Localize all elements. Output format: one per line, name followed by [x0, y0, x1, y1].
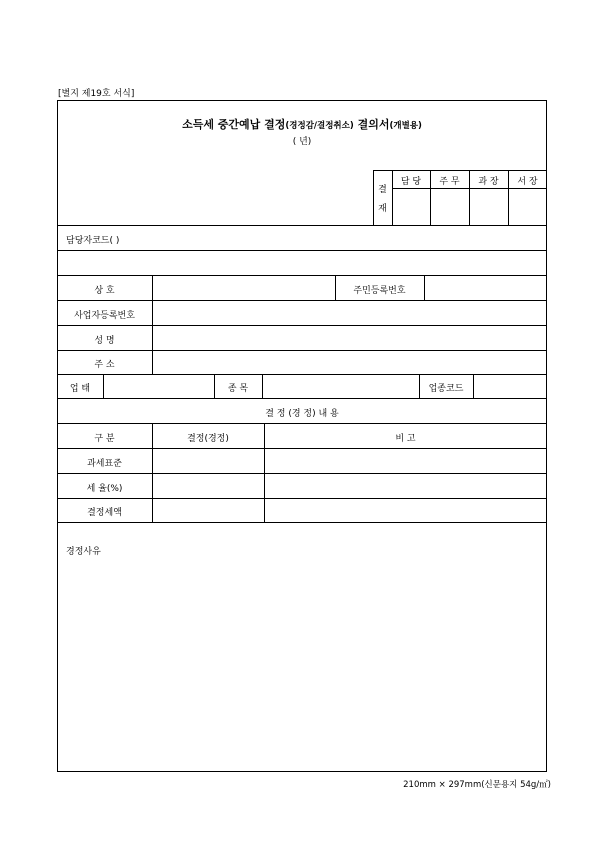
approval-left-line [373, 170, 374, 225]
rule-bizno-bottom [57, 325, 547, 326]
correction-reason-label: 경정사유 [66, 547, 101, 557]
rule-business-bottom [57, 398, 547, 399]
title-main: 소득세 중간예납 결정 [182, 118, 286, 131]
item-label: 종 목 [227, 384, 249, 394]
table-head-category: 구 분 [94, 434, 115, 444]
industry-code-label: 업종코드 [428, 384, 464, 394]
resident-no-label: 주민등록번호 [353, 286, 406, 296]
vline-item-label [262, 374, 263, 398]
rule-name-bottom [57, 350, 547, 351]
approval-label-top: 결 [378, 185, 387, 195]
address-label: 주 소 [94, 360, 115, 370]
section-title: 결 정 (경 정) 내 용 [265, 409, 339, 419]
approval-label-bottom: 재 [378, 204, 387, 214]
row-tax-rate: 세 율(%) [86, 484, 123, 494]
approval-role-chief: 주 무 [439, 177, 460, 187]
officer-code-label: 담당자코드( ) [66, 236, 120, 246]
rule-tablehead-bottom [57, 448, 547, 449]
approval-role-manager: 과 장 [478, 177, 499, 187]
vline-industry-label [473, 374, 474, 398]
paper-spec-footer: 210mm × 297mm(신문용지 54g/㎡) [403, 780, 551, 790]
name-label: 성 명 [94, 336, 115, 346]
form-number-label: [별지 제19호 서식] [58, 89, 135, 99]
title-sub: (경정감/결정취소) [285, 121, 354, 131]
rule-row2-bottom [57, 498, 547, 499]
table-head-decision: 결정(경정) [187, 434, 229, 444]
year-field: ( 년) [292, 137, 312, 147]
table-head-remarks: 비 고 [395, 434, 416, 444]
rule-blank-bottom [57, 275, 547, 276]
row-decided-tax: 결정세액 [87, 508, 122, 518]
rule-trade-bottom [57, 300, 547, 301]
rule-row1-bottom [57, 473, 547, 474]
rule-row3-bottom [57, 522, 547, 523]
row-tax-base: 과세표준 [87, 459, 122, 469]
approval-role-director: 서 장 [517, 177, 538, 187]
title-end: 결의서 [357, 118, 390, 131]
vline-info-labels [152, 300, 153, 374]
title-tail: (개별용) [389, 121, 422, 131]
business-type-label: 업 태 [69, 384, 91, 394]
vline-biztype-label [103, 374, 104, 398]
rule-officer-bottom [57, 250, 547, 251]
rule-approval-bottom [57, 225, 547, 226]
approval-top-line [373, 170, 547, 171]
vline-resident-label [424, 275, 425, 300]
rule-section-bottom [57, 423, 547, 424]
vline-trade-label [152, 275, 153, 300]
approval-role-staff: 담 당 [400, 177, 422, 187]
trade-name-label: 상 호 [94, 286, 115, 296]
business-reg-no-label: 사업자등록번호 [74, 311, 135, 321]
form-title [57, 116, 547, 132]
